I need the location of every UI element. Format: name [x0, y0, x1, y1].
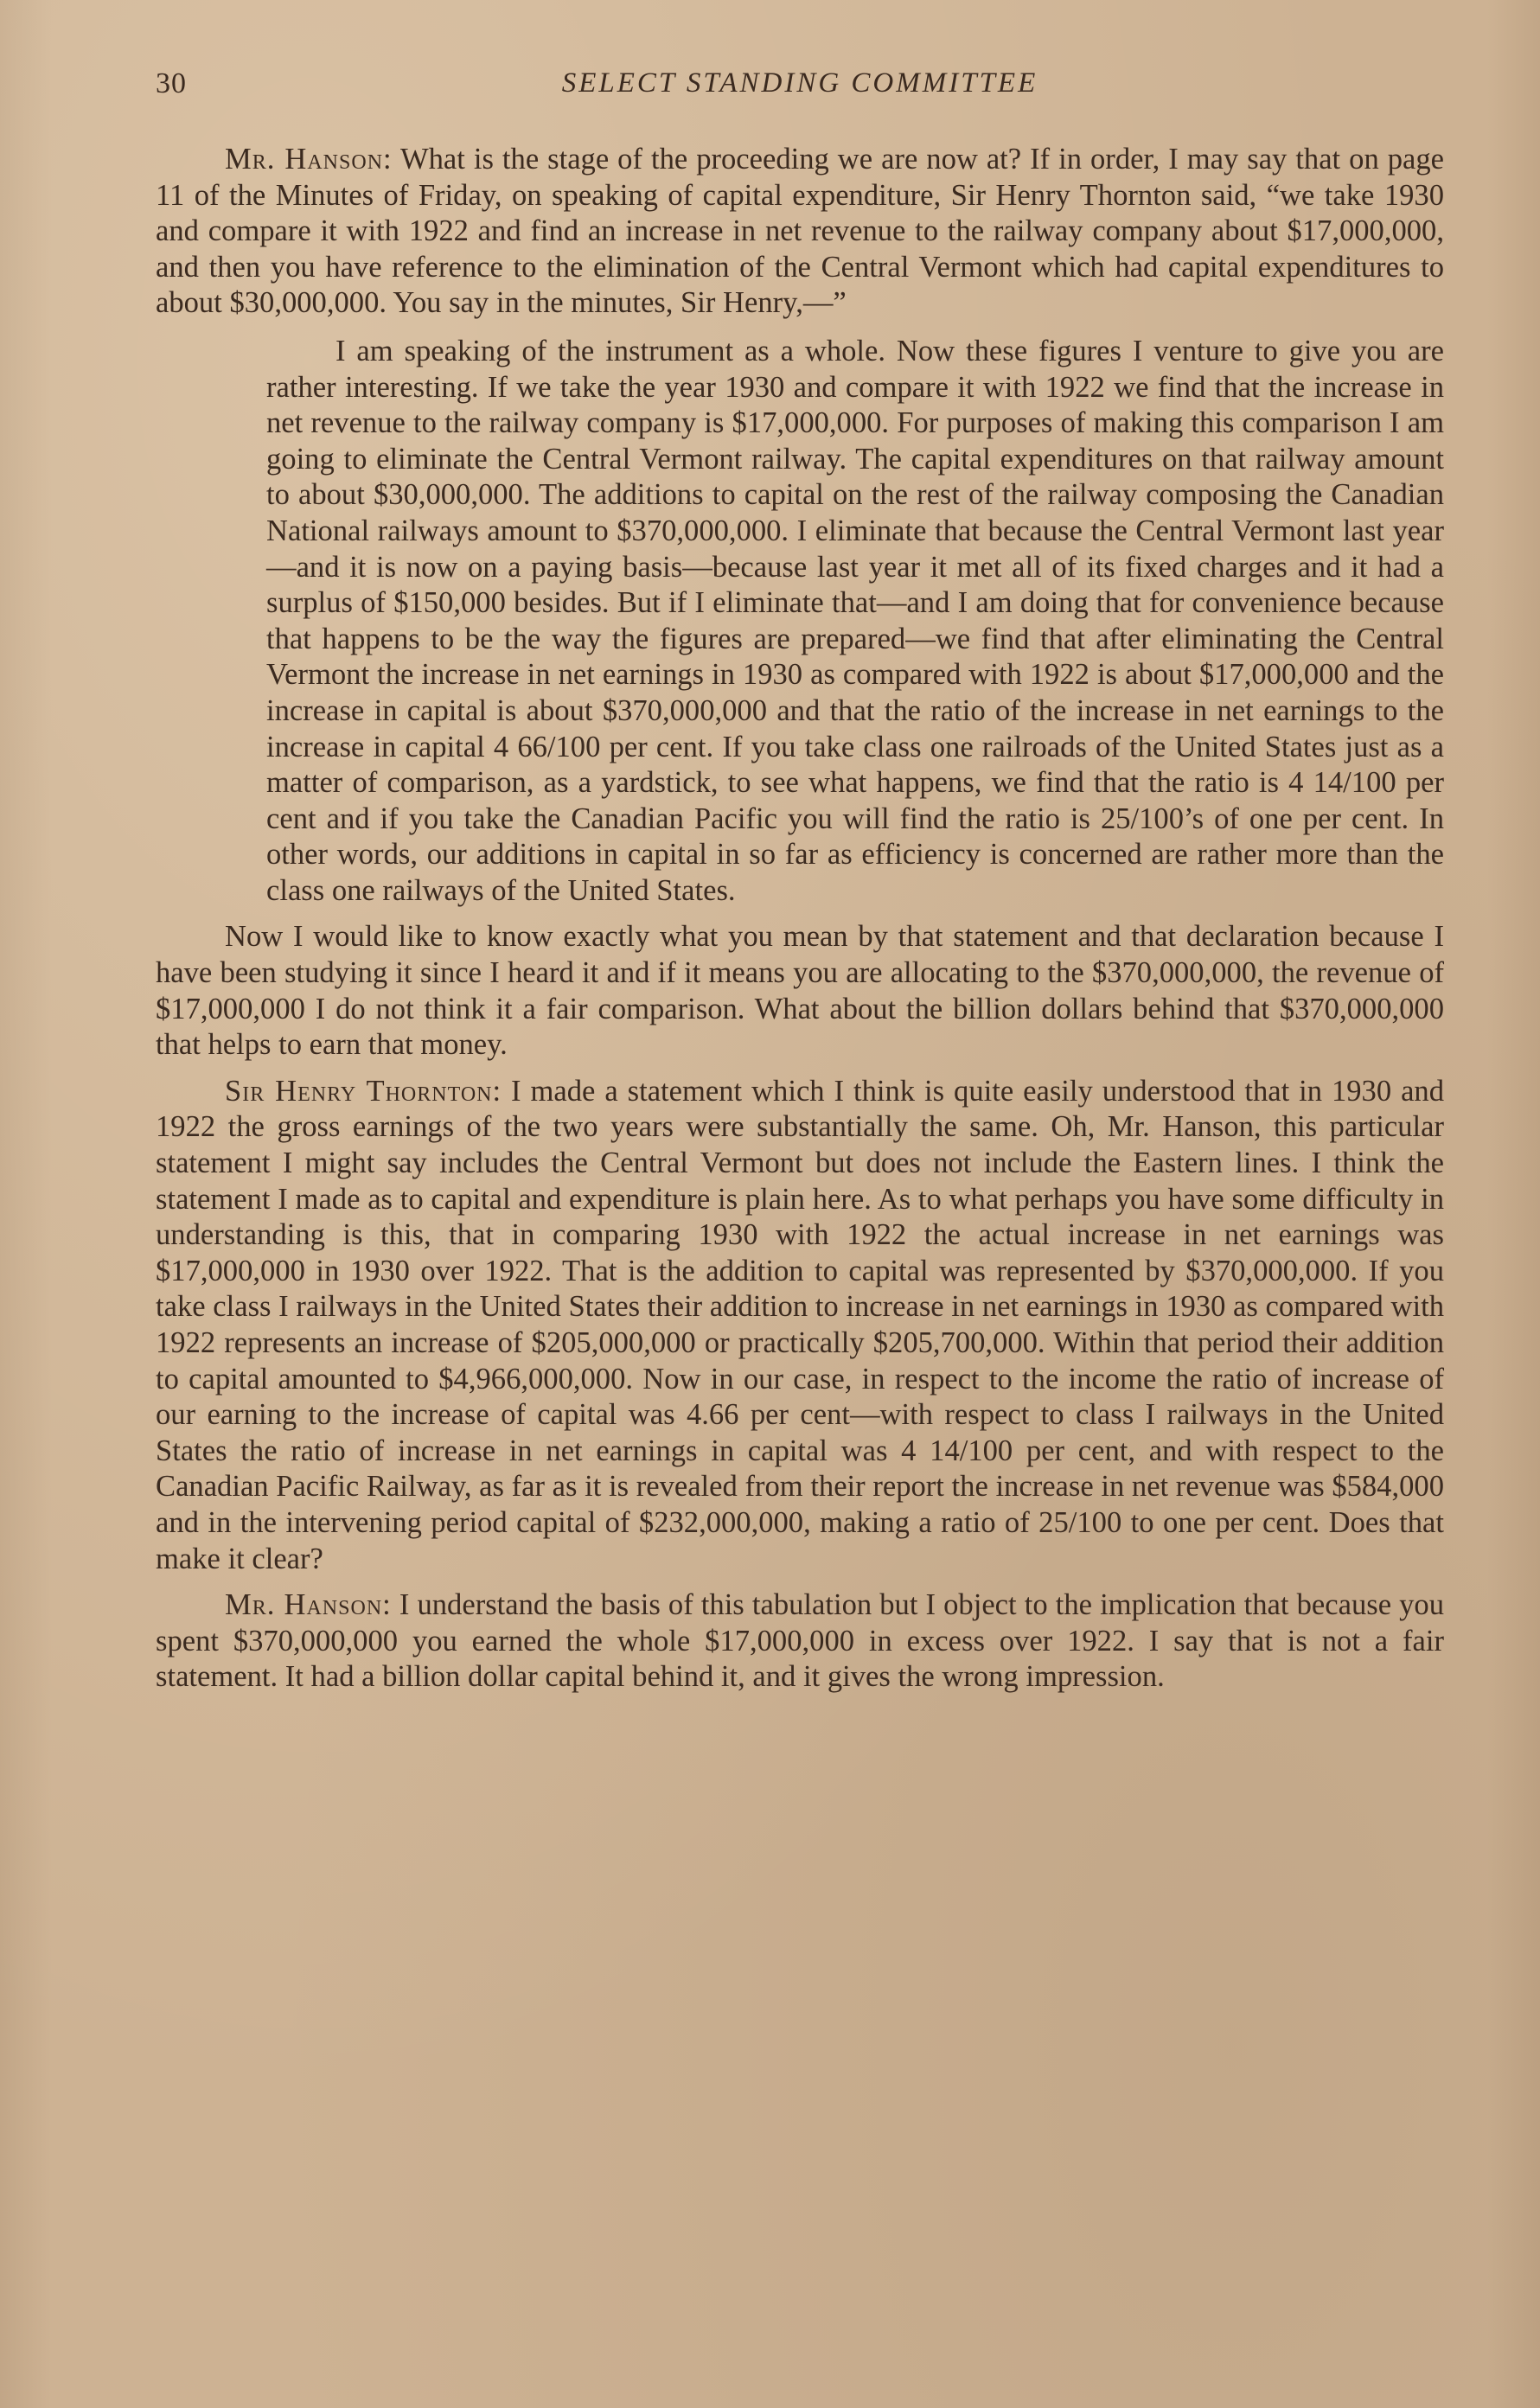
- speaker-name: Mr. Hanson:: [225, 143, 393, 176]
- paragraph-text: I am speaking of the instrument as a whole. Now these figures I venture to give you are rather interesting. If we take the year 1930 and compare it with 1922 we find that the increase in net revenue to the railway company is $17,000,000. For purposes of making this comparison I am going to eliminate the Central Vermont railway. The capital expenditures on that railway amount to about $30,000,000. The additions to capital on the rest of the railway composing the Canadian National railways amount to $370,000,000. I eliminate that because the Central Vermont last year—and it is now on a paying basis—because last year it met all of its fixed charges and it had a surplus of $150,000 besides. But if I eliminate that—and I am doing that for convenience because that happens to be the way the figures are prepared—we find that after eliminating the Central Vermont the increase in net earnings in 1930 as compared with 1922 is about $17,000,000 and the increase in capital is about $370,000,000 and that the ratio of the increase in net earnings to the increase in capital 4 66/100 per cent. If you take class one railroads of the United States just as a matter of comparison, as a yardstick, to see what happens, we find that the ratio is 4 14/100 per cent and if you take the Canadian Pacific you will find the ratio is 25/100’s of one per cent. In other words, our additions in capital in so far as efficiency is concerned are rather more than the class one railways of the United States.: [266, 334, 1444, 907]
- paragraph-hanson-question: [156, 142, 1444, 322]
- running-head: SELECT STANDING COMMITTEE: [561, 67, 1038, 99]
- paragraph-text: What is the stage of the proceeding we are now at? If in order, I may say that on page 11 of the Minutes of Friday, on speaking of capital expenditure, Sir Henry Thornton said, “we take 1930 and compare it with 1922 and find an increase in net revenue to the railway company about $17,000,000, and then you have reference to the elimination of the Central Vermont which had capital expenditures to about $30,000,000. You say in the minutes, Sir Henry,—”: [156, 143, 1444, 320]
- speaker-name: Sir Henry Thornton:: [225, 1074, 502, 1108]
- page-header: [156, 67, 1444, 111]
- body-text: [156, 142, 1444, 1706]
- paragraph-thornton-answer: [156, 1074, 1444, 1577]
- paragraph-text: I made a statement which I think is quite easily understood that in 1930 and 1922 the gross earnings of the two years were substantially the same. Oh, Mr. Hanson, this particular statement I might say includes the Central Vermont but does not include the Eastern lines. I think the statement I made as to capital and expenditure is plain here. As to what perhaps you have some difficulty in understanding is this, that in comparing 1930 with 1922 the actual increase in net earnings was $17,000,000 in 1930 over 1922. That is the addition to capital was represented by $370,000,000. If you take class I railways in the United States their addition to increase in net earnings in 1930 as compared with 1922 represents an increase of $205,000,000 or practically $205,700,000. Within that period their addition to capital amounted to $4,966,000,000. Now in our case, in respect to the income the ratio of increase of our earning to the increase of capital was 4.66 per cent—with respect to class I railways in the United States the ratio of increase in net earnings in capital was 4 14/100 per cent, and with respect to the Canadian Pacific Railway, as far as it is revealed from their report the increase in net revenue was $584,000 and in the intervening period capital of $232,000,000, making a ratio of 25/100 to one per cent. Does that make it clear?: [156, 1074, 1445, 1575]
- paragraph-hanson-objection: [156, 1587, 1444, 1696]
- paragraph-text: I understand the basis of this tabulation but I object to the implication that because you spent $370,000,000 you earned the whole $17,000,000 in excess over 1922. I say that is not a fair statement. It had a billion dollar capital behind it, and it gives the wrong impression.: [156, 1588, 1445, 1694]
- paragraph-hanson-followup: [156, 919, 1444, 1063]
- paragraph-text: Now I would like to know exactly what you mean by that statement and that declaration because I have been studying it since I heard it and if it means you are allocating to the $370,000,000, the revenue of $17,000,000 I do not think it a fair comparison. What about the billion dollars behind that $370,000,000 that helps to earn that money.: [156, 920, 1444, 1062]
- quoted-minutes-paragraph: [266, 334, 1444, 910]
- page-number: 30: [156, 67, 187, 99]
- speaker-name: Mr. Hanson:: [225, 1588, 392, 1622]
